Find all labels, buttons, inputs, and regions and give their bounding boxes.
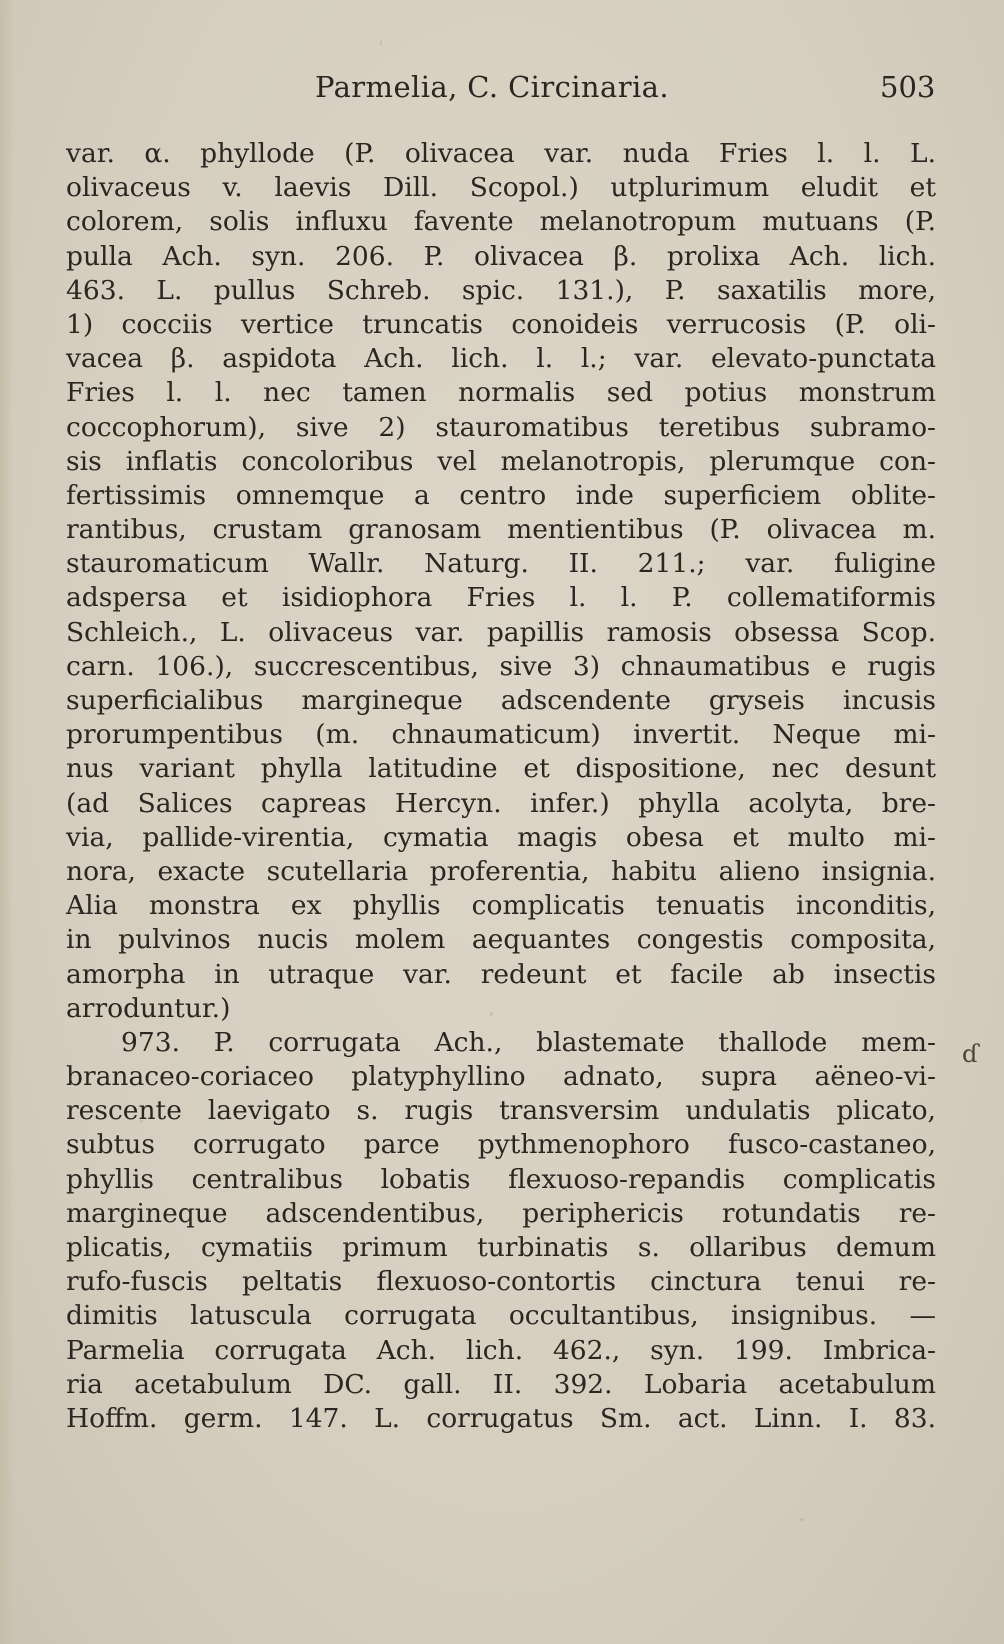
text-line: rantibus, crustam granosam mentientibus (P. olivacea m. — [66, 514, 936, 546]
text-line: in pulvinos nucis molem aequantes congestis composita, — [66, 924, 936, 956]
text-line: vacea β. aspidota Ach. lich. l. l.; var. elevato-punctata — [66, 343, 936, 375]
text-line: fertissimis omnemque a centro inde superficiem oblite- — [66, 479, 936, 511]
text-line: var. α. phyllode (P. olivacea var. nuda Fries l. l. L. — [66, 138, 936, 169]
text-line: phyllis centralibus lobatis flexuoso-repandis complicatis — [66, 1163, 936, 1195]
text-line: Alia monstra ex phyllis complicatis tenuatis inconditis, — [66, 890, 936, 922]
text-line: nora, exacte scutellaria proferentia, habitu alieno insignia. — [66, 855, 936, 887]
text-line: plicatis, cymatiis primum turbinatis s. ollaribus demum — [66, 1232, 936, 1263]
text-line: Fries l. l. nec tamen normalis sed potius monstrum — [66, 377, 936, 409]
species-entry-line: 973. P. corrugata Ach., blastemate thallode mem- — [121, 1026, 936, 1058]
page-edge-shadow — [0, 0, 14, 1644]
text-line: rescente laevigato s. rugis transversim undulatis plicato, — [66, 1095, 936, 1127]
page-number: 503 — [880, 70, 936, 104]
text-line: rufo-fuscis peltatis flexuoso-contortis cinctura tenui re- — [66, 1266, 936, 1298]
text-line: subtus corrugato parce pythmenophoro fusco-castaneo, — [66, 1129, 936, 1161]
text-line: Parmelia corrugata Ach. lich. 462., syn. 199. Imbrica- — [66, 1334, 936, 1366]
text-line: olivaceus v. laevis Dill. Scopol.) utplurimum eludit et — [66, 172, 936, 204]
paper-speck — [380, 40, 382, 46]
text-line: Hoffm. germ. 147. L. corrugatus Sm. act. Linn. I. 83. — [66, 1402, 936, 1434]
text-line: arroduntur.) — [66, 992, 231, 1024]
page-header — [0, 70, 1004, 110]
text-line: Schleich., L. olivaceus var. papillis ramosis obsessa Scop. — [66, 616, 936, 648]
text-line: nus variant phylla latitudine et dispositione, nec desunt — [66, 753, 936, 785]
text-line: pulla Ach. syn. 206. P. olivacea β. prolixa Ach. lich. — [66, 240, 936, 272]
text-line: 1) cocciis vertice truncatis conoideis verrucosis (P. oli- — [66, 308, 936, 340]
text-line: adspersa et isidiophora Fries l. l. P. collematiformis — [66, 582, 936, 614]
text-line: superficialibus margineque adscendente gryseis incusis — [66, 685, 936, 716]
margin-annotation: ɗ — [962, 1040, 979, 1068]
text-line: amorpha in utraque var. redeunt et facile ab insectis — [66, 958, 936, 990]
text-line: ria acetabulum DC. gall. II. 392. Lobaria acetabulum — [66, 1368, 936, 1400]
text-line: via, pallide-virentia, cymatia magis obesa et multo mi- — [66, 821, 936, 853]
text-line: 463. L. pullus Schreb. spic. 131.), P. saxatilis more, — [66, 274, 936, 306]
running-title: Parmelia, C. Circinaria. — [315, 70, 669, 104]
text-line: stauromaticum Wallr. Naturg. II. 211.; var. fuligine — [66, 548, 936, 580]
text-line: branaceo-coriaceo platyphyllino adnato, supra aëneo-vi- — [66, 1061, 936, 1093]
text-line: (ad Salices capreas Hercyn. infer.) phylla acolyta, bre- — [66, 787, 936, 819]
body-text — [66, 137, 936, 1436]
text-line: sis inflatis concoloribus vel melanotropis, plerumque con- — [66, 445, 936, 477]
text-line: carn. 106.), succrescentibus, sive 3) chnaumatibus e rugis — [66, 650, 936, 682]
paper-speck — [800, 1518, 804, 1521]
text-line: margineque adscendentibus, periphericis rotundatis re- — [66, 1197, 936, 1229]
text-line: coccophorum), sive 2) stauromatibus teretibus subramo- — [66, 411, 936, 443]
text-line: colorem, solis influxu favente melanotropum mutuans (P. — [66, 206, 936, 238]
text-line: dimitis latuscula corrugata occultantibus, insignibus. — — [66, 1300, 936, 1332]
text-line: prorumpentibus (m. chnaumaticum) invertit. Neque mi- — [66, 719, 936, 751]
